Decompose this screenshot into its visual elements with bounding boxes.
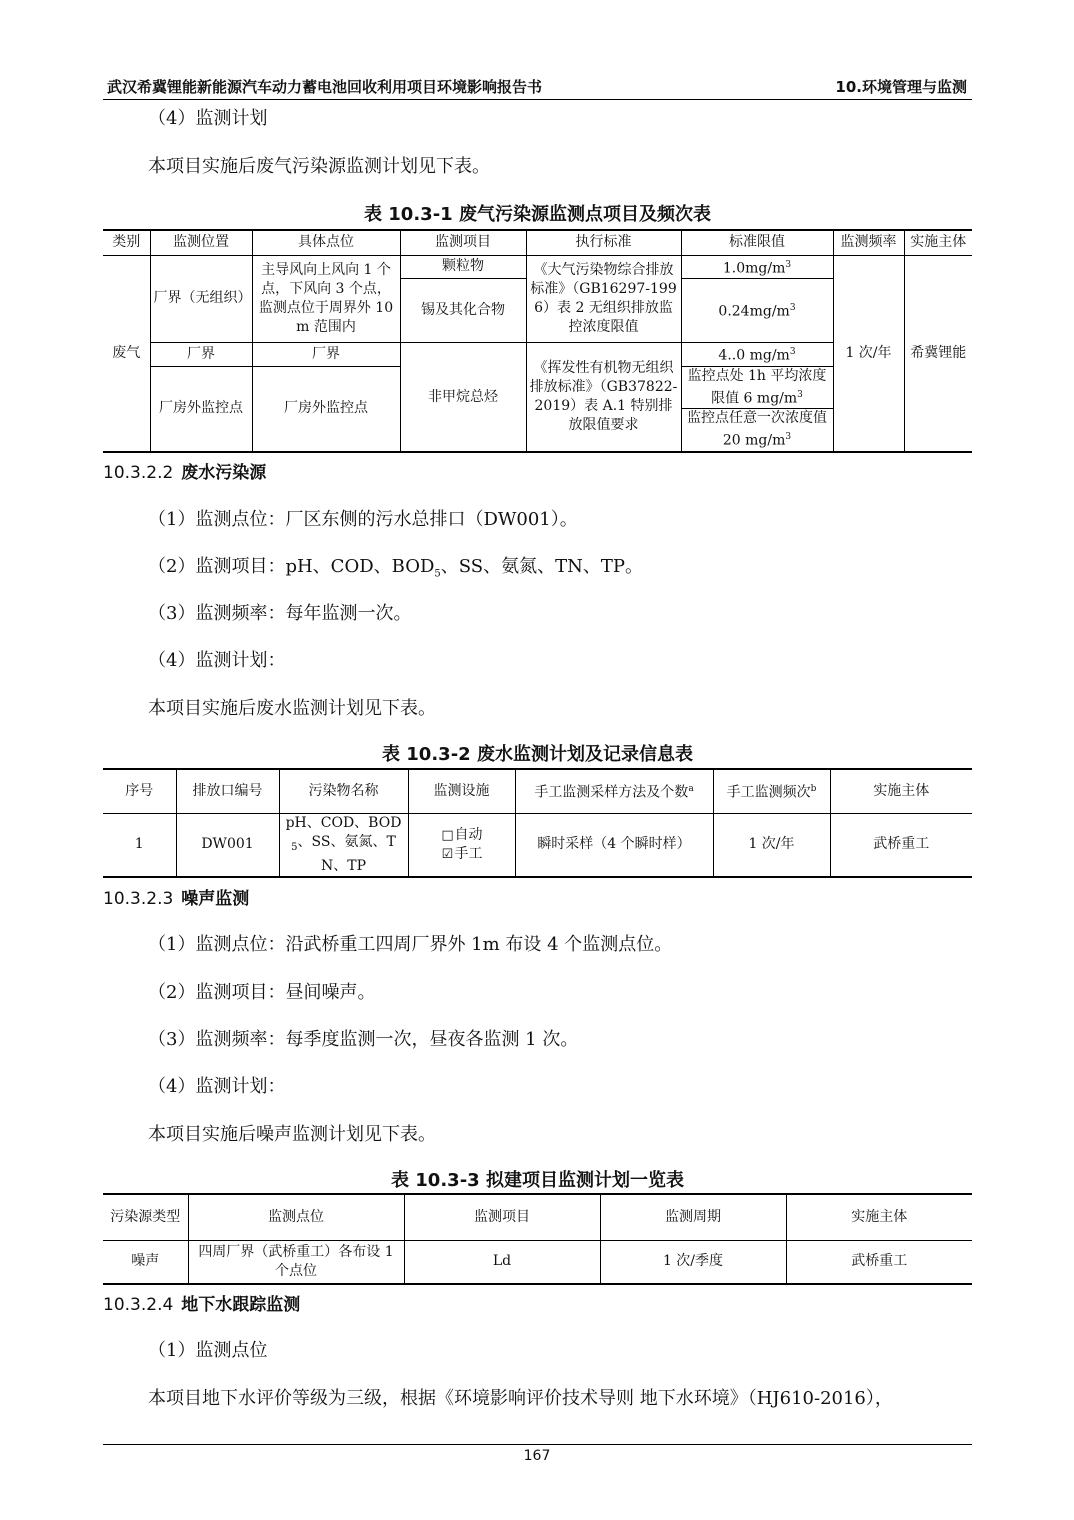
table1-point: 厂房外监控点 — [252, 366, 400, 452]
table3-header: 监测项目 — [404, 1194, 600, 1240]
table1-location: 厂界（无组织） — [150, 255, 252, 343]
table2-method: 瞬时采样（4 个瞬时样） — [515, 813, 713, 877]
paragraph-groundwater-text: 本项目地下水评价等级为三级，根据《环境影响评价技术导则 地下水环境》（HJ610-2016）， — [148, 1388, 893, 1409]
paragraph-noise-plan: （4）监测计划： — [148, 1076, 286, 1097]
table2-no: 1 — [103, 813, 176, 877]
table3-caption: 表 10.3-3 拟建项目监测计划一览表 — [391, 1170, 684, 1191]
paragraph-noise-frequency: （3）监测频率：每季度监测一次，昼夜各监测 1 次。 — [148, 1029, 579, 1050]
table2-pollutant: pH、COD、$BOD_5$、SS、氨氮、TN、TP — [279, 813, 408, 877]
paragraph-wastewater-point: （1）监测点位：厂区东侧的污水总排口（DW001）。 — [148, 509, 578, 530]
table1-header: 执行标准 — [526, 230, 681, 255]
section-heading-noise: 10.3.2.3 噪声监测 — [103, 889, 250, 909]
table1-limit: 监控点任意一次浓度值 20 $mg/m^3$ — [681, 409, 833, 452]
paragraph-noise-intro: 本项目实施后噪声监测计划见下表。 — [148, 1124, 436, 1145]
table3-cell: Ld — [404, 1240, 600, 1284]
checkbox-unchecked-icon: □ — [441, 827, 454, 843]
table1-header: 类别 — [103, 230, 150, 255]
table3-cell: 四周厂界（武桥重工）各布设 1 个点位 — [188, 1240, 404, 1284]
table1-header: 实施主体 — [904, 230, 972, 255]
header-rule — [103, 99, 972, 100]
table2-outlet: DW001 — [176, 813, 279, 877]
paragraph-monitor-plan: （4）监测计划 — [148, 108, 268, 129]
table3-header: 监测点位 — [188, 1194, 404, 1240]
table1-entity: 希冀锂能 — [904, 255, 972, 452]
paragraph-gas-intro: 本项目实施后废气污染源监测计划见下表。 — [148, 156, 490, 177]
table2-header: 实施主体 — [830, 769, 972, 813]
paragraph-noise-items: （2）监测项目：昼间噪声。 — [148, 982, 376, 1003]
table1-limit: 4..0 $mg/m^3$ — [681, 343, 833, 367]
table3-header: 监测周期 — [600, 1194, 786, 1240]
running-header-title: 武汉希冀锂能新能源汽车动力蓄电池回收利用项目环境影响报告书 — [107, 78, 543, 96]
paragraph-wastewater-frequency: （3）监测频率：每年监测一次。 — [148, 603, 412, 624]
table3-cell: 1 次/季度 — [600, 1240, 786, 1284]
table-gas-monitoring — [103, 229, 972, 453]
running-header-chapter: 10.环境管理与监测 — [835, 78, 967, 96]
table2-header: 手工监测频次$^b$ — [713, 769, 830, 813]
paragraph-wastewater-plan: （4）监测计划： — [148, 650, 286, 671]
table1-header: 具体点位 — [252, 230, 400, 255]
table1-item: 锡及其化合物 — [400, 279, 526, 343]
table-wastewater-monitoring — [103, 768, 972, 878]
table2-header: 监测设施 — [408, 769, 515, 813]
table1-header: 标准限值 — [681, 230, 833, 255]
table1-limit: 监控点处 1h 平均浓度限值 6 $mg/m^3$ — [681, 366, 833, 409]
page-number: 167 — [523, 1448, 551, 1464]
table1-point: 主导风向上风向 1 个点，下风向 3 个点，监测点位于周界外 10m 范围内 — [252, 255, 400, 343]
table3-header: 实施主体 — [786, 1194, 972, 1240]
footer-rule — [103, 1444, 972, 1445]
table1-caption: 表 10.3-1 废气污染源监测点项目及频次表 — [364, 204, 711, 225]
table1-header: 监测频率 — [833, 230, 904, 255]
paragraph-groundwater-point: （1）监测点位 — [148, 1340, 268, 1361]
table3-header: 污染源类型 — [103, 1194, 188, 1240]
table2-entity: 武桥重工 — [830, 813, 972, 877]
table1-header: 监测位置 — [150, 230, 252, 255]
paragraph-wastewater-intro: 本项目实施后废水监测计划见下表。 — [148, 698, 436, 719]
table2-header: 污染物名称 — [279, 769, 408, 813]
table2-header: 手工监测采样方法及个数$^a$ — [515, 769, 713, 813]
table1-limit: $1.0mg/m^3$ — [681, 255, 833, 279]
table2-caption: 表 10.3-2 废水监测计划及记录信息表 — [382, 744, 693, 765]
section-heading-wastewater: 10.3.2.2 废水污染源 — [103, 463, 267, 483]
table1-location: 厂界 — [150, 343, 252, 367]
table-noise-monitoring — [103, 1193, 972, 1285]
table2-header: 排放口编号 — [176, 769, 279, 813]
table2-header: 序号 — [103, 769, 176, 813]
table3-cell: 噪声 — [103, 1240, 188, 1284]
table1-item: 颗粒物 — [400, 255, 526, 279]
section-heading-groundwater: 10.3.2.4 地下水跟踪监测 — [103, 1295, 301, 1315]
paragraph-noise-point: （1）监测点位：沿武桥重工四周厂界外 1m 布设 4 个监测点位。 — [148, 934, 673, 955]
table1-limit: $0.24mg/m^3$ — [681, 279, 833, 343]
table2-facility: □自动 ☑手工 — [408, 813, 515, 877]
table1-location: 厂房外监控点 — [150, 366, 252, 452]
table1-category: 废气 — [103, 255, 150, 452]
table1-point: 厂界 — [252, 343, 400, 367]
paragraph-wastewater-items: （2）监测项目：pH、COD、$BOD_5$、SS、氨氮、TN、TP。 — [148, 556, 643, 580]
table3-cell: 武桥重工 — [786, 1240, 972, 1284]
table1-header: 监测项目 — [400, 230, 526, 255]
checkbox-checked-icon: ☑ — [441, 846, 454, 862]
table1-item: 非甲烷总烃 — [400, 343, 526, 452]
table2-frequency: 1 次/年 — [713, 813, 830, 877]
table1-standard: 《挥发性有机物无组织排放标准》（GB37822-2019）表 A.1 特别排放限值要求 — [526, 343, 681, 452]
table1-standard: 《大气污染物综合排放标准》（GB16297-1996）表 2 无组织排放监控浓度限值 — [526, 255, 681, 343]
table1-frequency: 1 次/年 — [833, 255, 904, 452]
